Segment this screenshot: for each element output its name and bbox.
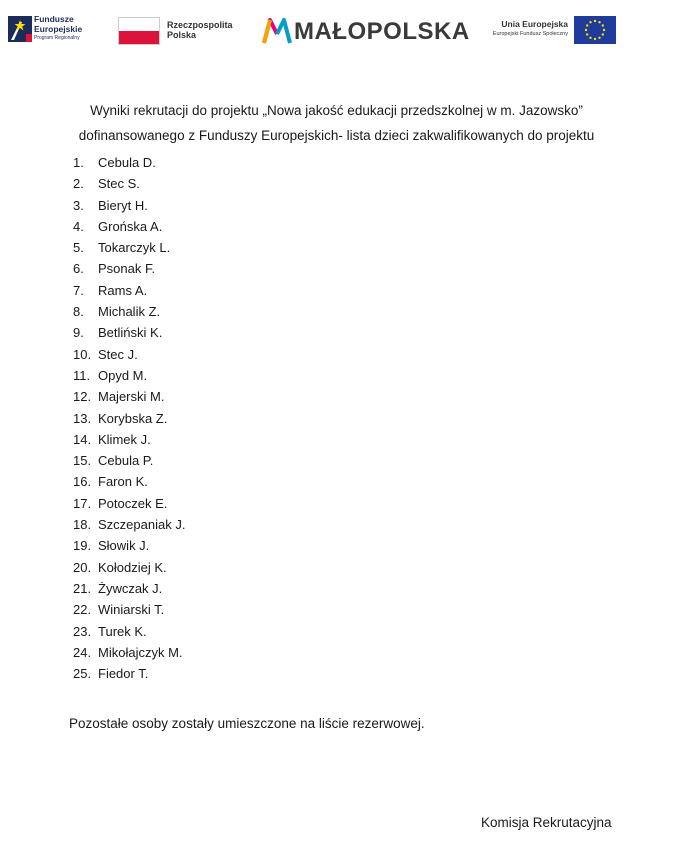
list-item-name: Turek K. — [98, 623, 147, 639]
list-item-number: 11. — [73, 367, 91, 383]
title-line-2: dofinansowanego z Funduszy Europejskich- lista dzieci zakwalifikowanych do projektu — [78, 128, 595, 143]
list-item-name: Faron K. — [98, 474, 148, 490]
list-item-number: 22. — [73, 602, 92, 618]
list-item-number: 7. — [73, 282, 84, 298]
list-item-number: 10. — [73, 346, 92, 362]
list-item — [73, 471, 185, 492]
list-item-name: Grońska A. — [98, 218, 163, 234]
list-item-name: Michalik Z. — [98, 304, 161, 320]
list-item — [73, 280, 185, 301]
list-item-name: Stec S. — [98, 176, 140, 192]
list-item-number: 23. — [73, 623, 92, 639]
list-item-name: Mikołajczyk M. — [98, 644, 183, 660]
list-item-number: 3. — [73, 197, 84, 213]
list-item-number: 13. — [73, 410, 92, 426]
list-item-number: 8. — [73, 304, 84, 320]
list-item-name: Klimek J. — [98, 431, 151, 447]
list-item — [73, 599, 185, 620]
title-line-1: Wyniki rekrutacji do projektu „Nowa jakość edukacji przedszkolnej w m. Jazowsko” — [90, 103, 583, 118]
list-item — [73, 365, 185, 386]
list-item-name: Rams A. — [98, 282, 148, 298]
list-item — [73, 450, 185, 471]
list-item-name: Fiedor T. — [98, 666, 149, 682]
eu-flag-icon — [574, 16, 616, 44]
unia-europejska-logo — [480, 16, 620, 46]
list-item — [73, 216, 185, 237]
list-item-name: Szczepaniak J. — [98, 517, 186, 533]
document-title — [0, 98, 673, 148]
list-item-name: Kołodziej K. — [98, 559, 167, 575]
list-item — [73, 173, 185, 194]
list-item-name: Majerski M. — [98, 389, 165, 405]
list-item-number: 25. — [73, 666, 92, 682]
fundusze-line1: Fundusze — [34, 14, 74, 24]
logo-bar — [0, 0, 673, 60]
list-item — [73, 642, 185, 663]
malopolska-logo — [262, 16, 470, 46]
fundusze-star-icon — [8, 14, 32, 44]
ue-line1: Unia Europejska — [501, 19, 568, 29]
list-item — [73, 386, 185, 407]
reserve-list-note: Pozostałe osoby zostały umieszczone na liście rezerwowej. — [69, 716, 425, 731]
list-item — [73, 301, 185, 322]
list-item-number: 21. — [73, 580, 92, 596]
list-item-name: Opyd M. — [98, 367, 148, 383]
list-item-name: Cebula P. — [98, 453, 154, 469]
list-item-name: Stec J. — [98, 346, 138, 362]
list-item-name: Słowik J. — [98, 538, 150, 554]
list-item-number: 2. — [73, 176, 84, 192]
list-item-number: 4. — [73, 218, 84, 234]
list-item-name: Winiarski T. — [98, 602, 165, 618]
fundusze-europejskie-logo — [8, 14, 108, 46]
list-item-number: 14. — [73, 431, 92, 447]
list-item-number: 24. — [73, 644, 92, 660]
list-item — [73, 195, 185, 216]
list-item-number: 5. — [73, 240, 84, 256]
list-item-number: 15. — [73, 453, 92, 469]
ue-sub: Europejski Fundusz Społeczny — [492, 31, 568, 37]
list-item-number: 19. — [73, 538, 92, 554]
list-item — [73, 535, 185, 556]
list-item — [73, 344, 185, 365]
malopolska-mark-icon — [262, 16, 292, 46]
qualified-children-list — [73, 152, 185, 684]
list-item — [73, 322, 185, 343]
list-item — [73, 237, 185, 258]
list-item-name: Potoczek E. — [98, 495, 168, 511]
list-item — [73, 514, 185, 535]
list-item — [73, 557, 185, 578]
list-item — [73, 429, 185, 450]
list-item-number: 9. — [73, 325, 84, 341]
list-item-name: Betliński K. — [98, 325, 163, 341]
fundusze-line2: Europejskie — [34, 24, 83, 34]
list-item — [73, 663, 185, 684]
list-item-number: 16. — [73, 474, 92, 490]
signature: Komisja Rekrutacyjna — [481, 815, 612, 830]
list-item — [73, 621, 185, 642]
rzeczpospolita-polska-logo — [118, 16, 243, 46]
list-item — [73, 258, 185, 279]
polska-line2: Polska — [167, 30, 197, 40]
list-item-number: 17. — [73, 495, 92, 511]
list-item — [73, 493, 185, 514]
list-item-name: Tokarczyk L. — [98, 240, 171, 256]
fundusze-sub: Program Regionalny — [34, 35, 80, 41]
list-item-name: Korybska Z. — [98, 410, 168, 426]
polish-flag-icon — [118, 17, 160, 45]
list-item — [73, 152, 185, 173]
list-item — [73, 408, 185, 429]
list-item-name: Cebula D. — [98, 155, 156, 170]
malopolska-text: MAŁOPOLSKA — [294, 18, 470, 45]
list-item-number: 12. — [73, 389, 92, 405]
polska-line1: Rzeczpospolita — [167, 20, 233, 30]
list-item-number: 1. — [73, 155, 84, 170]
list-item-name: Żywczak J. — [98, 580, 163, 596]
list-item — [73, 578, 185, 599]
list-item-number: 20. — [73, 559, 92, 575]
list-item-name: Bieryt H. — [98, 197, 148, 213]
list-item-number: 18. — [73, 517, 92, 533]
list-item-number: 6. — [73, 261, 84, 277]
list-item-name: Psonak F. — [98, 261, 156, 277]
